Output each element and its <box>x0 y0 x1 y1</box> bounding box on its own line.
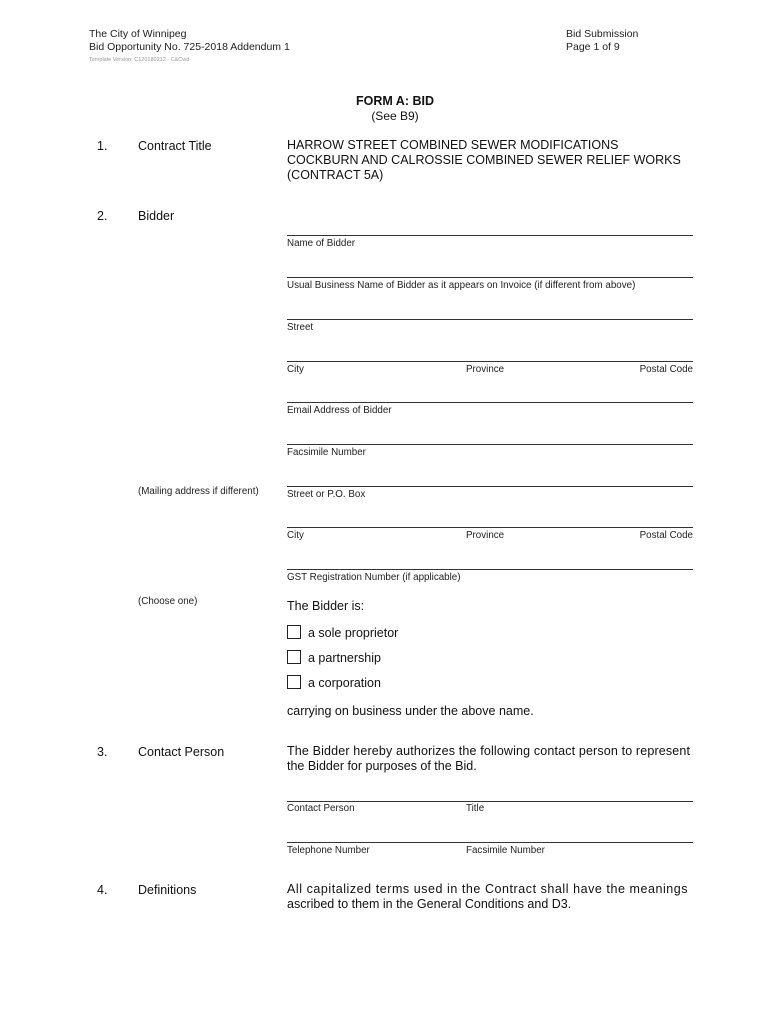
choose-one-note: (Choose one) <box>138 596 198 607</box>
section-1-number: 1. <box>97 139 108 153</box>
header-submission: Bid Submission <box>566 28 639 40</box>
contact-title-caption: Title <box>466 803 485 814</box>
street-line[interactable] <box>287 319 693 320</box>
contact-authorization-line-2: the Bidder for purposes of the Bid. <box>287 759 477 773</box>
contact-person-line[interactable] <box>287 801 693 802</box>
definitions-line-1: All capitalized terms used in the Contract shall have the meanings <box>287 882 689 896</box>
business-name-caption: Usual Business Name of Bidder as it appears on Invoice (if different from above) <box>287 280 636 291</box>
fax-caption: Facsimile Number <box>287 447 366 458</box>
form-title: FORM A: BID <box>356 94 434 108</box>
contract-title-line-3: (CONTRACT 5A) <box>287 168 384 182</box>
gst-caption: GST Registration Number (if applicable) <box>287 572 461 583</box>
section-4-label: Definitions <box>138 883 197 897</box>
section-3-number: 3. <box>97 745 108 759</box>
name-of-bidder-caption: Name of Bidder <box>287 238 356 249</box>
name-of-bidder-line[interactable] <box>287 235 693 236</box>
city-province-postal-line[interactable] <box>287 361 693 362</box>
header-bid-opportunity: Bid Opportunity No. 725-2018 Addendum 1 <box>89 41 290 53</box>
section-2-number: 2. <box>97 209 108 223</box>
province-caption: Province <box>466 364 505 375</box>
business-name-line[interactable] <box>287 277 693 278</box>
carrying-on-business-text: carrying on business under the above name. <box>287 704 534 718</box>
gst-line[interactable] <box>287 569 693 570</box>
mailing-city-line[interactable] <box>287 527 693 528</box>
email-line[interactable] <box>287 402 693 403</box>
email-caption: Email Address of Bidder <box>287 405 392 416</box>
street-caption: Street <box>287 322 314 333</box>
telephone-caption: Telephone Number <box>287 845 370 856</box>
telephone-fax-line[interactable] <box>287 842 693 843</box>
contract-title-line-2: COCKBURN AND CALROSSIE COMBINED SEWER RELIEF WORKS <box>287 153 681 167</box>
section-1-label: Contract Title <box>138 139 212 153</box>
section-3-label: Contact Person <box>138 745 225 759</box>
contact-authorization-line-1: The Bidder hereby authorizes the following contact person to represent <box>287 744 691 758</box>
mailing-postal-code-caption: Postal Code <box>639 530 693 541</box>
city-caption: City <box>287 364 304 375</box>
header-page: Page 1 of 9 <box>566 41 620 53</box>
form-subtitle: (See B9) <box>371 109 419 123</box>
section-2-label: Bidder <box>138 209 175 223</box>
header-template-version: Template Version: C120180212 - C&Cwd <box>89 57 190 63</box>
header-city: The City of Winnipeg <box>89 28 187 40</box>
contact-fax-caption: Facsimile Number <box>466 845 545 856</box>
sole-proprietor-label: a sole proprietor <box>308 626 399 640</box>
mailing-province-caption: Province <box>466 530 505 541</box>
partnership-checkbox[interactable] <box>287 650 301 664</box>
mailing-city-caption: City <box>287 530 304 541</box>
postal-code-caption: Postal Code <box>639 364 693 375</box>
contact-person-caption: Contact Person <box>287 803 355 814</box>
po-box-caption: Street or P.O. Box <box>287 489 366 500</box>
mailing-address-note: (Mailing address if different) <box>138 486 259 497</box>
definitions-line-2: ascribed to them in the General Conditions and D3. <box>287 897 572 911</box>
partnership-label: a partnership <box>308 651 381 665</box>
corporation-label: a corporation <box>308 676 381 690</box>
bidder-is-label: The Bidder is: <box>287 599 365 613</box>
sole-proprietor-checkbox[interactable] <box>287 625 301 639</box>
po-box-line[interactable] <box>287 486 693 487</box>
corporation-checkbox[interactable] <box>287 675 301 689</box>
section-4-number: 4. <box>97 883 108 897</box>
contract-title-line-1: HARROW STREET COMBINED SEWER MODIFICATIONS <box>287 138 619 152</box>
fax-line[interactable] <box>287 444 693 445</box>
